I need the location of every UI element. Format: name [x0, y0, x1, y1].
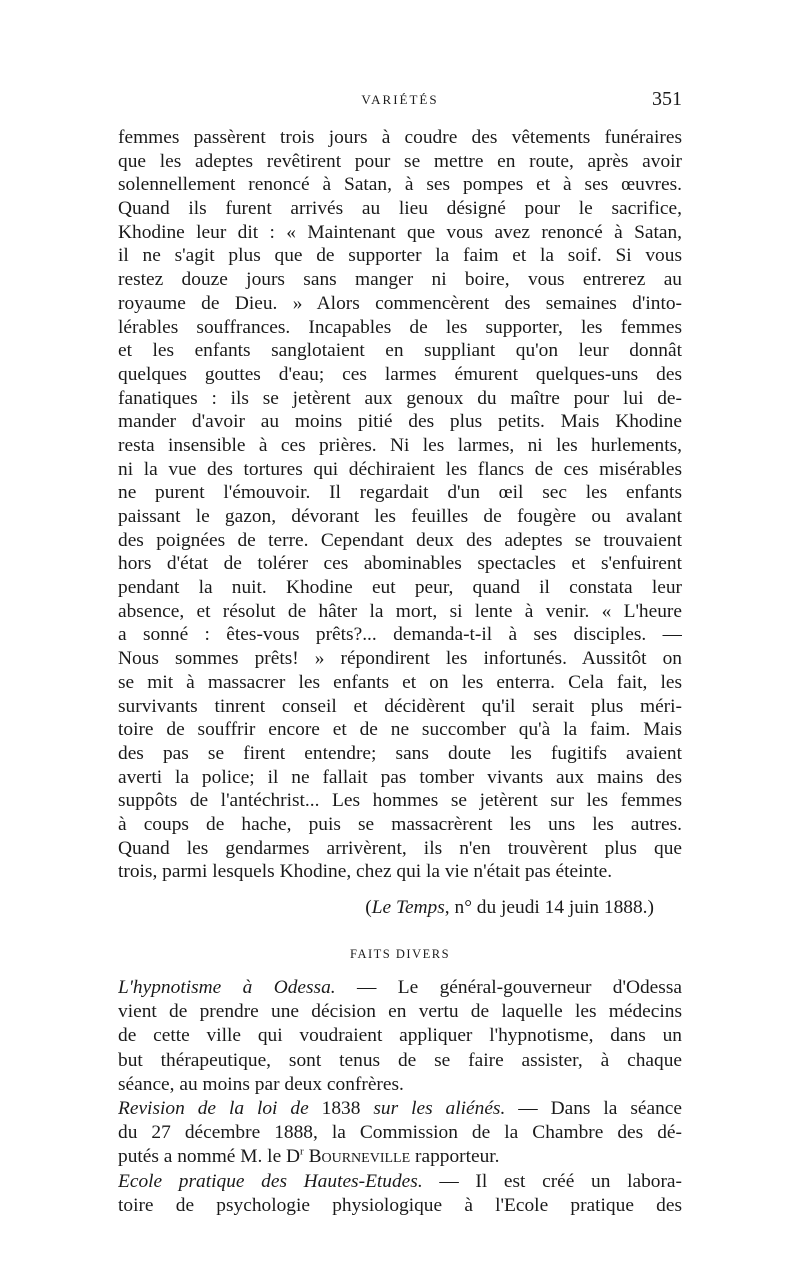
item-line: but thérapeutique, sont tenus de se faire assister, à chaque	[118, 1049, 682, 1071]
news-item-revision	[118, 1097, 682, 1170]
item-text: putés a nommé M. le D	[118, 1146, 301, 1168]
page-number: 351	[652, 88, 682, 110]
item-line: du 27 décembre 1888, la Commission de la Chambre des dé-	[118, 1122, 682, 1144]
text-line: resta insensible à ces prières. Ni les larmes, ni les hurlements,	[118, 434, 682, 456]
citation-source: Le Temps	[371, 897, 445, 918]
body-text	[118, 126, 682, 1218]
item-text: — Le général-gouverneur d'Odessa	[335, 977, 682, 998]
text-line: toire de souffrir encore et de ne succomber qu'à la faim. Mais	[118, 719, 682, 741]
item-line: de cette ville qui voudraient appliquer l'hypnotisme, dans un	[118, 1025, 682, 1047]
citation-rest: , n° du jeudi 14 juin 1888.)	[444, 897, 654, 918]
item-title-part: Revision de la loi de	[118, 1097, 322, 1119]
item-line	[118, 976, 682, 1000]
item-title	[118, 1098, 505, 1119]
article-body	[118, 126, 682, 884]
text-line: fanatiques : ils se jetèrent aux genoux du maître pour lui de-	[118, 387, 682, 409]
text-line: que les adeptes revêtirent pour se mettre en route, après avoir	[118, 150, 682, 172]
item-line: vient de prendre une décision en vertu de laquelle les médecins	[118, 1001, 682, 1023]
citation	[118, 896, 682, 920]
text-line: absence, et résolut de hâter la mort, si lente à venir. « L'heure	[118, 600, 682, 622]
item-title: Ecole pratique des Hautes-Etudes.	[118, 1170, 423, 1192]
text-line: a sonné : êtes-vous prêts?... demanda-t-il à ses disciples. —	[118, 624, 682, 646]
running-head	[118, 88, 682, 118]
item-text: — Il est créé un labora-	[422, 1170, 682, 1192]
text-line: paissant le gazon, dévorant les feuilles de fougère ou avalant	[118, 506, 682, 527]
news-item-ecole	[118, 1170, 682, 1218]
text-line: il ne s'agit plus que de supporter la faim et la soif. Si vous	[118, 245, 682, 267]
item-line	[118, 1145, 682, 1169]
news-item-hypnotisme	[118, 976, 682, 1097]
text-line: à coups de hache, puis se massacrèrent les uns les autres.	[118, 813, 682, 835]
text-line: restez douze jours sans manger ni boire, vous entrerez au	[118, 269, 682, 291]
text-line: survivants tinrent conseil et décidèrent qu'il serait plus méri-	[118, 695, 682, 717]
text-line: se mit à massacrer les enfants et on les enterra. Cela fait, les	[118, 671, 682, 693]
text-line: femmes passèrent trois jours à coudre des vêtements funéraires	[118, 127, 682, 148]
item-line	[118, 1097, 682, 1121]
text-line: et les enfants sanglotaient en suppliant qu'on leur donnât	[118, 340, 682, 362]
item-text: rapporteur.	[410, 1146, 500, 1168]
text-line: pendant la nuit. Khodine eut peur, quand il constata leur	[118, 577, 682, 599]
text-line: des pas se firent entendre; sans doute les fugitifs avaient	[118, 742, 682, 764]
item-title-year: 1838	[321, 1097, 361, 1119]
section-heading: FAITS DIVERS	[349, 947, 451, 961]
item-title: L'hypnotisme à Odessa.	[118, 977, 336, 998]
item-line	[118, 1170, 682, 1194]
citation-open: (	[365, 897, 372, 918]
text-line: lérables souffrances. Incapables de les supporter, les femmes	[118, 316, 682, 338]
text-line: hors d'état de tolérer ces abominables spectacles et s'enfuirent	[118, 553, 682, 575]
text-line: Khodine leur dit : « Maintenant que vous avez renoncé à Satan,	[118, 221, 682, 243]
superscript: r	[300, 1145, 304, 1158]
text-line: suppôts de l'antéchrist... Les hommes se jetèrent sur les femmes	[118, 790, 682, 812]
item-title-part: sur les aliénés.	[360, 1097, 506, 1119]
text-line: Quand ils furent arrivés au lieu désigné pour le sacrifice,	[118, 198, 682, 220]
text-line: mander d'avoir au moins pitié des plus petits. Mais Khodine	[118, 411, 682, 433]
text-line: ne purent l'émouvoir. Il regardait d'un œil sec les enfants	[118, 482, 682, 504]
text-line: royaume de Dieu. » Alors commencèrent des semaines d'into-	[118, 292, 682, 314]
text-line: ni la vue des tortures qui déchiraient les flancs de ces misérables	[118, 458, 682, 480]
text-line: des poignées de terre. Cependant deux des adeptes se trouvaient	[118, 529, 682, 551]
text-line: trois, parmi lesquels Khodine, chez qui la vie n'était pas éteinte.	[118, 861, 613, 883]
item-text: — Dans la séance	[505, 1097, 682, 1119]
text-line: quelques gouttes d'eau; ces larmes émurent quelques-uns des	[118, 363, 682, 385]
item-line: toire de psychologie physiologique à l'Ecole pratique des	[118, 1194, 682, 1216]
person-name: Bourneville	[308, 1146, 411, 1168]
running-title: VARIÉTÉS	[361, 92, 439, 107]
text-line: averti la police; il ne fallait pas tomber vivants aux mains des	[118, 766, 682, 788]
text-line: Nous sommes prêts! » répondirent les infortunés. Aussitôt on	[118, 648, 682, 670]
item-line: séance, au moins par deux confrères.	[118, 1073, 404, 1095]
text-line: solennellement renoncé à Satan, à ses pompes et à ses œuvres.	[118, 174, 682, 196]
text-line: Quand les gendarmes arrivèrent, ils n'en trouvèrent plus que	[118, 837, 682, 859]
